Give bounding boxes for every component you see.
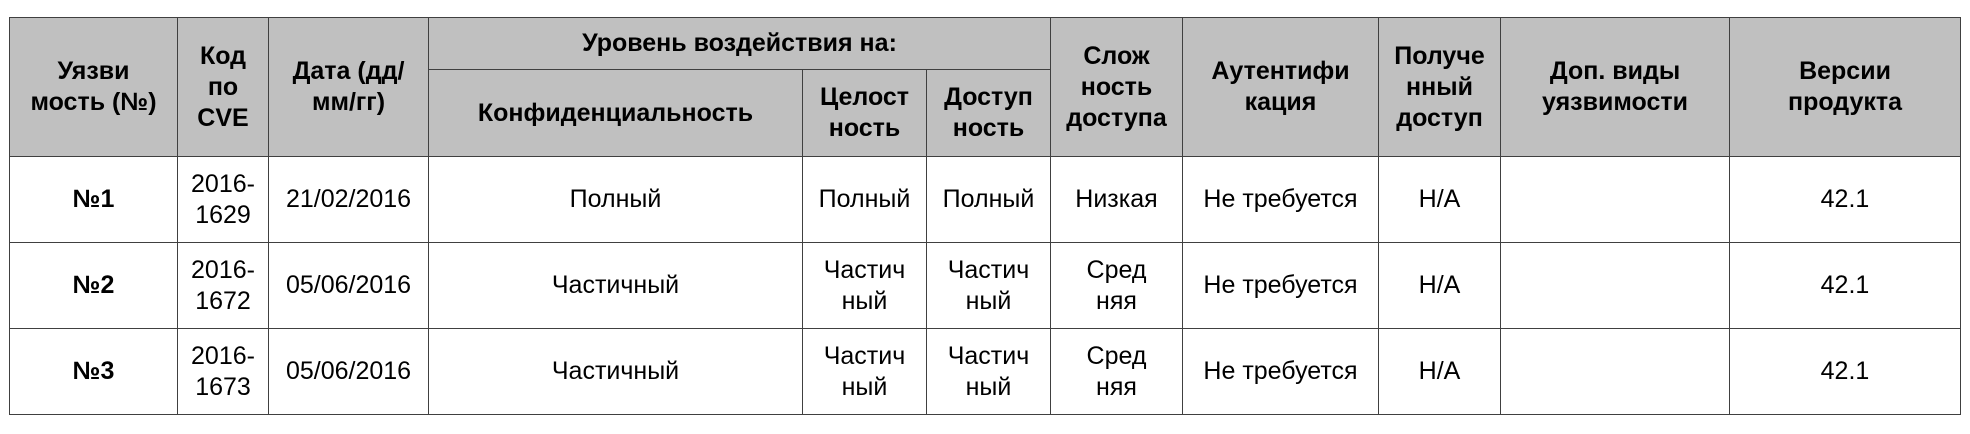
- header-integrity: Целост ность: [803, 70, 927, 157]
- cell-date: 21/02/2016: [269, 157, 429, 243]
- cell-vuln-number: №2: [10, 243, 178, 329]
- table-row: [10, 329, 1961, 415]
- cell-access-complexity: Сред няя: [1051, 329, 1183, 415]
- cell-extra-vuln-types: [1501, 243, 1730, 329]
- cell-gained-access: Н/А: [1379, 243, 1501, 329]
- header-vulnerability: Уязви мость (№): [10, 18, 178, 157]
- vulnerability-table: [9, 17, 1961, 415]
- cell-extra-vuln-types: [1501, 329, 1730, 415]
- cell-integrity: Частич ный: [803, 329, 927, 415]
- cell-integrity: Частич ный: [803, 243, 927, 329]
- cell-authentication: Не требуется: [1183, 329, 1379, 415]
- header-product-versions: Версии продукта: [1730, 18, 1961, 157]
- cell-gained-access: Н/А: [1379, 329, 1501, 415]
- cell-cve: 2016- 1672: [178, 243, 269, 329]
- cell-date: 05/06/2016: [269, 243, 429, 329]
- cell-product-versions: 42.1: [1730, 243, 1961, 329]
- cell-product-versions: 42.1: [1730, 329, 1961, 415]
- cell-cve: 2016- 1629: [178, 157, 269, 243]
- cell-confidentiality: Частичный: [429, 243, 803, 329]
- cell-confidentiality: Полный: [429, 157, 803, 243]
- cell-authentication: Не требуется: [1183, 243, 1379, 329]
- table-row: [10, 243, 1961, 329]
- header-authentication: Аутентифи кация: [1183, 18, 1379, 157]
- header-gained-access: Получе нный доступ: [1379, 18, 1501, 157]
- cell-availability: Частич ный: [927, 329, 1051, 415]
- cell-vuln-number: №1: [10, 157, 178, 243]
- cell-availability: Частич ный: [927, 243, 1051, 329]
- header-confidentiality: Конфиденциальность: [429, 70, 803, 157]
- cell-date: 05/06/2016: [269, 329, 429, 415]
- cell-confidentiality: Частичный: [429, 329, 803, 415]
- table-row: [10, 157, 1961, 243]
- cell-integrity: Полный: [803, 157, 927, 243]
- cell-product-versions: 42.1: [1730, 157, 1961, 243]
- header-cve-code: Код по CVE: [178, 18, 269, 157]
- header-access-complexity: Слож ность доступа: [1051, 18, 1183, 157]
- header-date: Дата (дд/ мм/гг): [269, 18, 429, 157]
- cell-authentication: Не требуется: [1183, 157, 1379, 243]
- header-extra-vuln-types: Доп. виды уязвимости: [1501, 18, 1730, 157]
- header-impact-level: Уровень воздействия на:: [429, 18, 1051, 70]
- cell-cve: 2016- 1673: [178, 329, 269, 415]
- cell-extra-vuln-types: [1501, 157, 1730, 243]
- cell-gained-access: Н/А: [1379, 157, 1501, 243]
- cell-vuln-number: №3: [10, 329, 178, 415]
- header-availability: Доступ ность: [927, 70, 1051, 157]
- cell-access-complexity: Сред няя: [1051, 243, 1183, 329]
- cell-access-complexity: Низкая: [1051, 157, 1183, 243]
- cell-availability: Полный: [927, 157, 1051, 243]
